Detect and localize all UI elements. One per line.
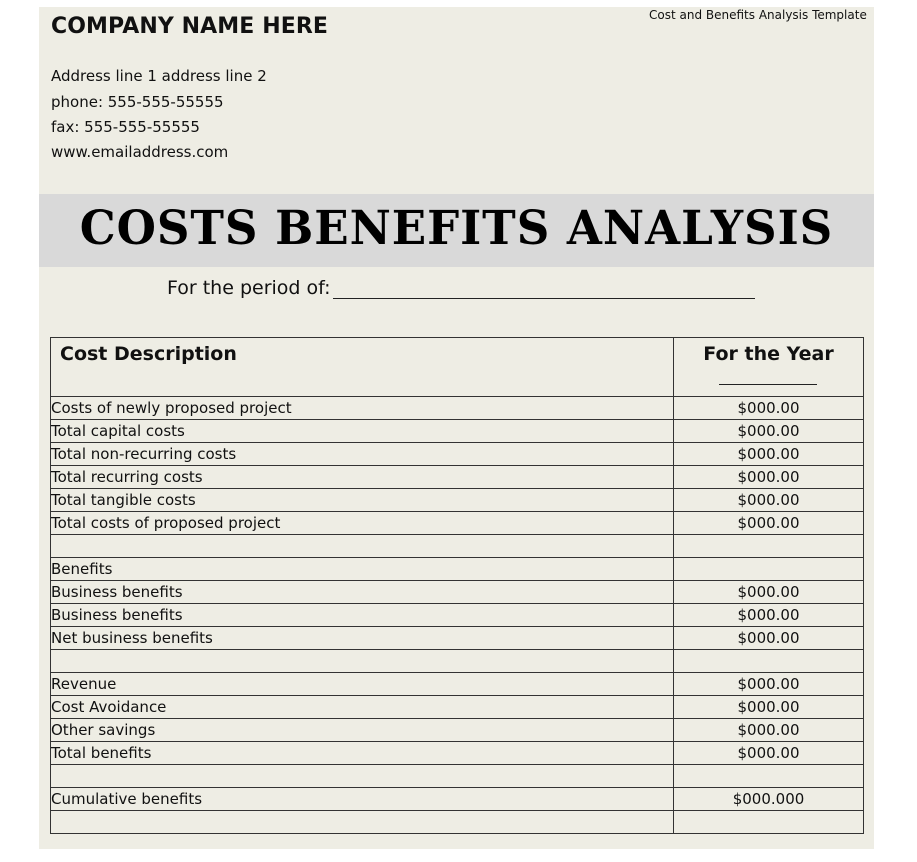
row-description: Cumulative benefits xyxy=(51,788,674,811)
table-row xyxy=(51,512,864,535)
table-header-row xyxy=(51,338,864,397)
table-row xyxy=(51,420,864,443)
company-fax: fax: 555-555-55555 xyxy=(51,118,200,136)
template-title: Cost and Benefits Analysis Template xyxy=(649,8,867,22)
row-description: Business benefits xyxy=(51,604,674,627)
row-amount: $000.00 xyxy=(674,627,864,650)
row-description xyxy=(51,811,674,834)
row-description xyxy=(51,650,674,673)
company-name: COMPANY NAME HERE xyxy=(51,14,329,39)
table-row xyxy=(51,696,864,719)
table-row xyxy=(51,811,864,834)
row-amount: $000.00 xyxy=(674,581,864,604)
row-description: Net business benefits xyxy=(51,627,674,650)
row-amount: $000.00 xyxy=(674,466,864,489)
row-amount: $000.00 xyxy=(674,397,864,420)
row-description: Cost Avoidance xyxy=(51,696,674,719)
column-header-description: Cost Description xyxy=(51,338,674,397)
document-title: COSTS BENEFITS ANALYSIS xyxy=(79,201,834,256)
table-row xyxy=(51,581,864,604)
row-description: Total benefits xyxy=(51,742,674,765)
row-description: Benefits xyxy=(51,558,674,581)
row-description: Total tangible costs xyxy=(51,489,674,512)
row-amount: $000.00 xyxy=(674,512,864,535)
row-amount: $000.00 xyxy=(674,673,864,696)
table-row xyxy=(51,489,864,512)
table-row xyxy=(51,742,864,765)
company-address: Address line 1 address line 2 xyxy=(51,67,267,85)
row-amount: $000.000 xyxy=(674,788,864,811)
table-row xyxy=(51,788,864,811)
row-description xyxy=(51,765,674,788)
row-amount xyxy=(674,558,864,581)
table-row xyxy=(51,673,864,696)
row-description: Total non-recurring costs xyxy=(51,443,674,466)
row-amount: $000.00 xyxy=(674,443,864,466)
company-website: www.emailaddress.com xyxy=(51,143,229,161)
row-description: Total costs of proposed project xyxy=(51,512,674,535)
column-header-year xyxy=(674,338,864,397)
row-description: Business benefits xyxy=(51,581,674,604)
period-label: For the period of: xyxy=(167,277,331,299)
year-input-line[interactable] xyxy=(719,384,817,385)
table-row xyxy=(51,765,864,788)
column-header-year-label: For the Year xyxy=(703,343,834,365)
title-banner xyxy=(39,194,874,267)
table-row xyxy=(51,719,864,742)
table-row xyxy=(51,535,864,558)
row-description: Revenue xyxy=(51,673,674,696)
row-description xyxy=(51,535,674,558)
row-amount xyxy=(674,650,864,673)
row-description: Costs of newly proposed project xyxy=(51,397,674,420)
table-body xyxy=(51,397,864,834)
row-amount: $000.00 xyxy=(674,420,864,443)
row-amount: $000.00 xyxy=(674,719,864,742)
row-amount xyxy=(674,811,864,834)
cost-benefit-table xyxy=(50,337,864,834)
row-amount: $000.00 xyxy=(674,489,864,512)
period-input-line[interactable] xyxy=(333,298,755,299)
table-row xyxy=(51,397,864,420)
row-amount: $000.00 xyxy=(674,604,864,627)
table-row xyxy=(51,558,864,581)
table-row xyxy=(51,604,864,627)
row-amount xyxy=(674,535,864,558)
table-row xyxy=(51,650,864,673)
table-row xyxy=(51,466,864,489)
row-amount: $000.00 xyxy=(674,696,864,719)
row-description: Total recurring costs xyxy=(51,466,674,489)
company-phone: phone: 555-555-55555 xyxy=(51,93,224,111)
row-description: Other savings xyxy=(51,719,674,742)
table-row xyxy=(51,627,864,650)
row-amount: $000.00 xyxy=(674,742,864,765)
row-amount xyxy=(674,765,864,788)
row-description: Total capital costs xyxy=(51,420,674,443)
table-row xyxy=(51,443,864,466)
